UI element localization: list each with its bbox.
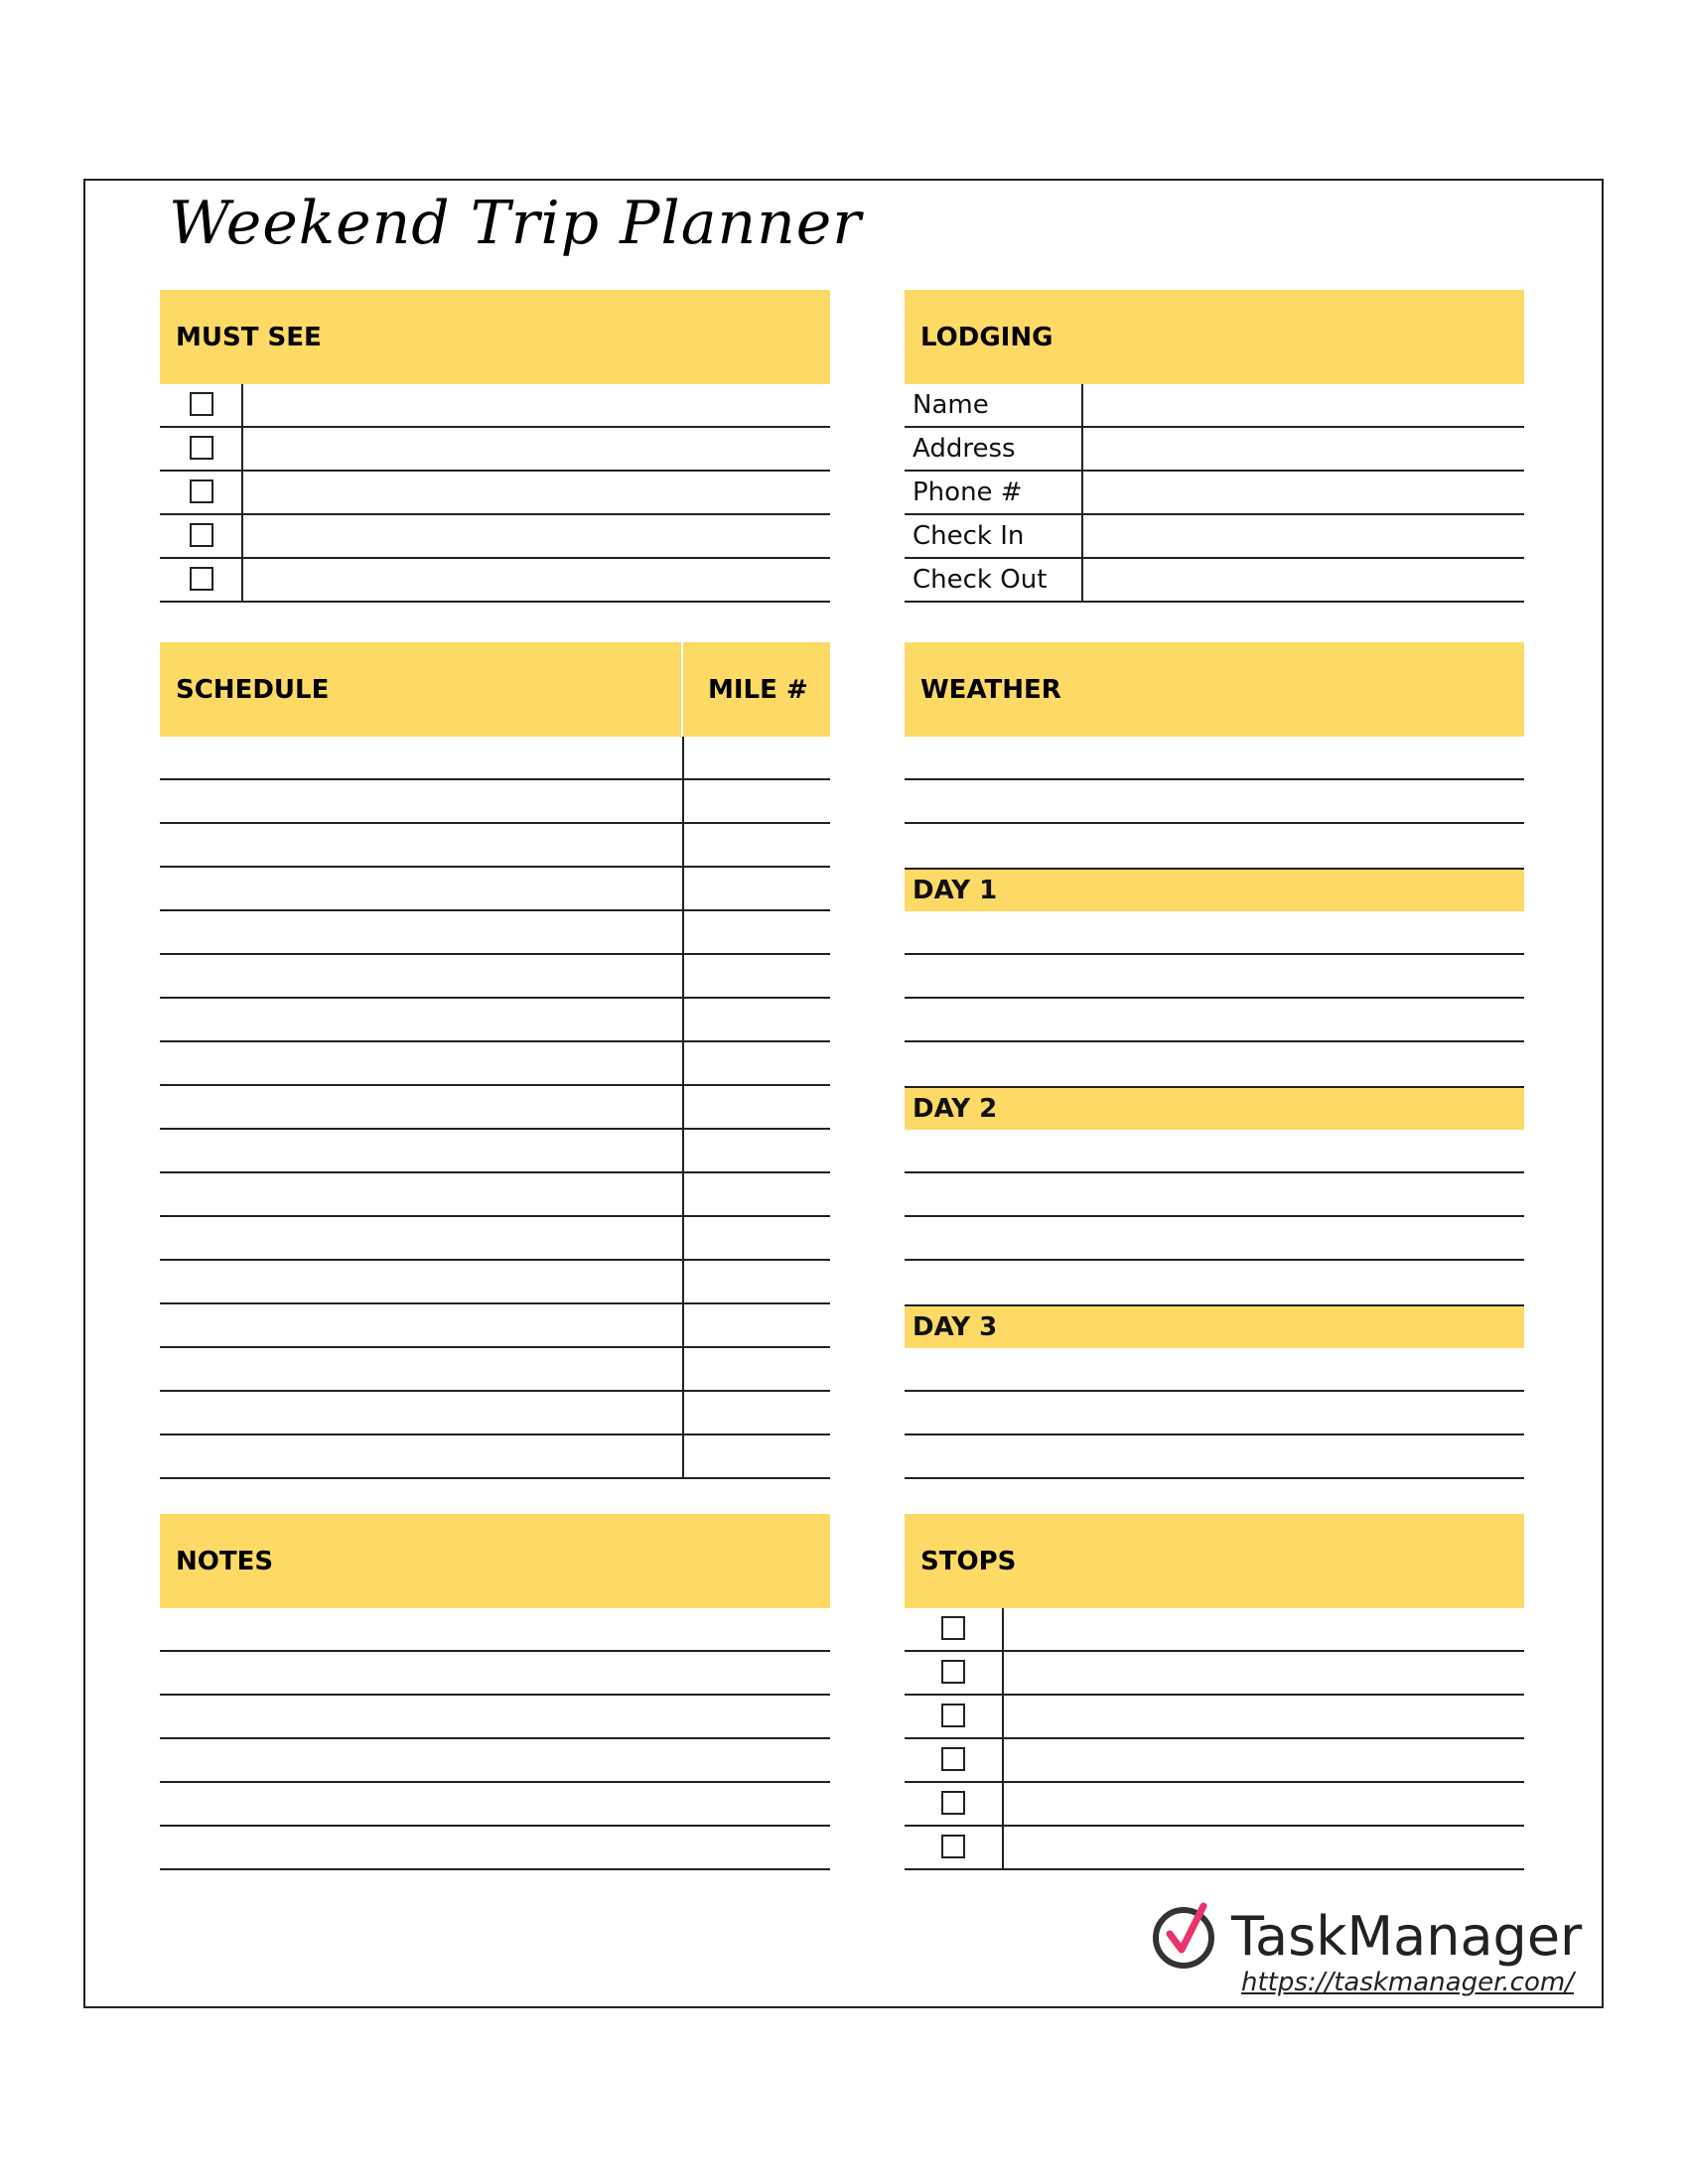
row-divider	[1002, 1608, 1004, 1650]
schedule-row	[160, 1435, 830, 1479]
spacer	[905, 824, 1524, 868]
day-header: DAY 2	[905, 1086, 1524, 1130]
checkbox[interactable]	[941, 1616, 965, 1640]
row-divider	[1002, 1827, 1004, 1868]
row-divider	[1081, 384, 1083, 426]
lodging-row	[905, 559, 1524, 603]
schedule-row	[160, 999, 830, 1042]
checkbox[interactable]	[190, 436, 213, 460]
stops-label: STOPS	[920, 1546, 1017, 1576]
brand-name: TaskManager	[1231, 1904, 1583, 1968]
schedule-row	[160, 824, 830, 868]
weather-row	[905, 1435, 1524, 1479]
notes-label: NOTES	[176, 1546, 274, 1576]
mile-divider	[682, 1086, 684, 1128]
mile-divider	[682, 824, 684, 866]
weather-section	[905, 642, 1524, 1479]
row-divider	[1081, 472, 1083, 513]
weather-row	[905, 1130, 1524, 1173]
brand-logo	[1150, 1898, 1582, 1974]
stops-header	[905, 1514, 1524, 1608]
schedule-label: SCHEDULE	[176, 674, 330, 705]
weather-row	[905, 737, 1524, 780]
mile-divider	[682, 911, 684, 953]
checkbox[interactable]	[190, 479, 213, 503]
mile-divider	[682, 1217, 684, 1259]
schedule-row	[160, 737, 830, 780]
notes-header	[160, 1514, 830, 1608]
lodging-row	[905, 515, 1524, 559]
mile-label: MILE #	[708, 674, 808, 705]
notes-row	[160, 1783, 830, 1827]
schedule-row	[160, 1130, 830, 1173]
mile-divider	[682, 1173, 684, 1215]
weather-row	[905, 1217, 1524, 1261]
row-divider	[1002, 1783, 1004, 1825]
notes-row	[160, 1739, 830, 1783]
stops-row	[905, 1696, 1524, 1739]
schedule-row	[160, 868, 830, 911]
row-divider	[1081, 515, 1083, 557]
spacer	[905, 1261, 1524, 1304]
stops-row	[905, 1827, 1524, 1870]
lodging-header	[905, 290, 1524, 384]
lodging-label: LODGING	[920, 322, 1054, 352]
notes-section	[160, 1514, 830, 1870]
schedule-row	[160, 1304, 830, 1348]
schedule-row	[160, 1261, 830, 1304]
notes-row	[160, 1652, 830, 1696]
lodging-row	[905, 428, 1524, 472]
schedule-row	[160, 1217, 830, 1261]
row-divider	[1081, 428, 1083, 470]
schedule-row	[160, 911, 830, 955]
must-see-label: MUST SEE	[176, 322, 322, 352]
checkbox[interactable]	[190, 392, 213, 416]
mile-divider	[682, 1435, 684, 1477]
spacer	[905, 1042, 1524, 1086]
weather-header	[905, 642, 1524, 737]
checkbox[interactable]	[190, 567, 213, 591]
brand-url[interactable]: https://taskmanager.com/	[1241, 1968, 1574, 1997]
row-divider	[1002, 1696, 1004, 1737]
schedule-row	[160, 955, 830, 999]
lodging-row	[905, 384, 1524, 428]
must-see-row	[160, 428, 830, 472]
row-divider	[241, 515, 243, 557]
mile-divider	[682, 1392, 684, 1433]
mile-divider	[682, 1348, 684, 1390]
mile-divider	[682, 780, 684, 822]
mile-divider	[682, 1304, 684, 1346]
notes-row	[160, 1696, 830, 1739]
checkbox[interactable]	[941, 1791, 965, 1815]
must-see-row	[160, 384, 830, 428]
stops-section	[905, 1514, 1524, 1870]
schedule-row	[160, 1348, 830, 1392]
weather-row	[905, 1173, 1524, 1217]
row-divider	[1002, 1652, 1004, 1694]
schedule-header	[160, 642, 830, 737]
mile-divider	[682, 1130, 684, 1171]
weather-row	[905, 999, 1524, 1042]
must-see-header	[160, 290, 830, 384]
lodging-field-label: Phone #	[913, 478, 1023, 507]
row-divider	[1081, 559, 1083, 601]
weather-row	[905, 1392, 1524, 1435]
lodging-field-label: Address	[913, 434, 1016, 464]
day-header: DAY 3	[905, 1304, 1524, 1348]
must-see-row	[160, 515, 830, 559]
mile-divider	[682, 955, 684, 997]
weather-row	[905, 1348, 1524, 1392]
stops-row	[905, 1652, 1524, 1696]
checkbox[interactable]	[941, 1747, 965, 1771]
must-see-section	[160, 290, 830, 603]
notes-row	[160, 1608, 830, 1652]
checkbox[interactable]	[190, 523, 213, 547]
checkbox[interactable]	[941, 1835, 965, 1858]
lodging-row	[905, 472, 1524, 515]
row-divider	[241, 428, 243, 470]
lodging-field-label: Name	[913, 390, 989, 420]
check-circle-icon	[1150, 1898, 1221, 1974]
row-divider	[1002, 1739, 1004, 1781]
mile-divider	[682, 737, 684, 778]
weather-label: WEATHER	[920, 674, 1061, 705]
weather-row	[905, 955, 1524, 999]
schedule-section	[160, 642, 830, 1479]
weather-row	[905, 780, 1524, 824]
row-divider	[241, 384, 243, 426]
schedule-row	[160, 1086, 830, 1130]
schedule-row	[160, 780, 830, 824]
mile-divider	[682, 868, 684, 909]
lodging-field-label: Check In	[913, 521, 1025, 551]
lodging-section	[905, 290, 1524, 603]
must-see-row	[160, 472, 830, 515]
day-header: DAY 1	[905, 868, 1524, 911]
page-title: Weekend Trip Planner	[169, 189, 862, 258]
stops-row	[905, 1783, 1524, 1827]
schedule-row	[160, 1173, 830, 1217]
checkbox[interactable]	[941, 1660, 965, 1684]
mile-divider	[682, 1042, 684, 1084]
row-divider	[241, 559, 243, 601]
notes-row	[160, 1827, 830, 1870]
row-divider	[241, 472, 243, 513]
checkbox[interactable]	[941, 1704, 965, 1727]
mile-divider	[682, 999, 684, 1040]
mile-divider	[682, 1261, 684, 1302]
stops-row	[905, 1739, 1524, 1783]
schedule-row	[160, 1392, 830, 1435]
schedule-row	[160, 1042, 830, 1086]
weather-row	[905, 911, 1524, 955]
stops-row	[905, 1608, 1524, 1652]
must-see-row	[160, 559, 830, 603]
lodging-field-label: Check Out	[913, 565, 1048, 595]
